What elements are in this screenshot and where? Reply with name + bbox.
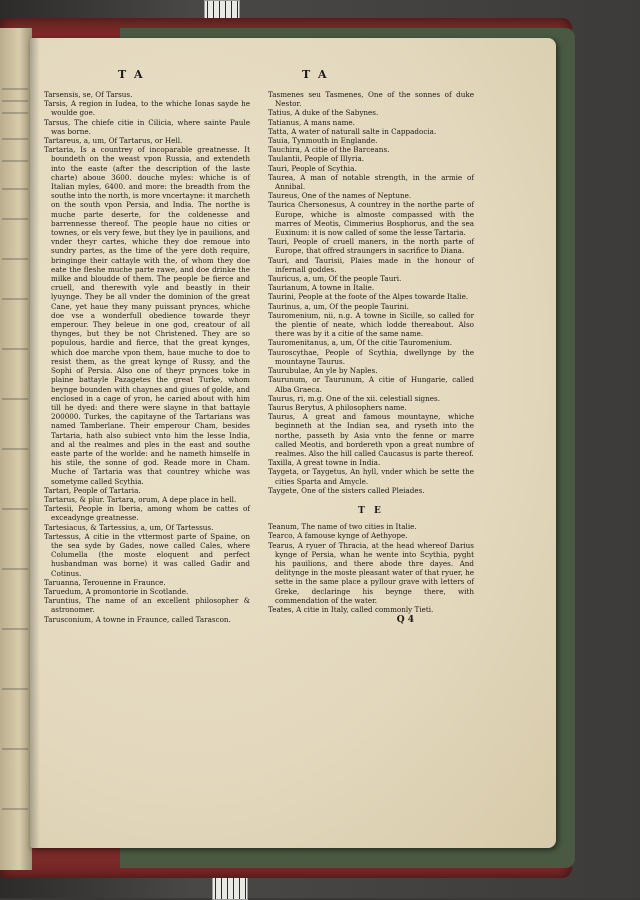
dictionary-entry: Tartesiacus, & Tartessius, a, um, Of Tartessus. (44, 522, 214, 532)
dictionary-entry: Tatius, A duke of the Sabynes. (268, 108, 379, 118)
dictionary-entry: Taurus, ri, m.g. One of the xii. celestiall signes. (268, 393, 440, 403)
dictionary-entry: Taurunum, or Taurunum, A citie of Hungarie, called Alba Graeca. (268, 375, 474, 394)
dictionary-entry: Tartesii, People in Iberia, among whom be cattes of exceadynge greatnesse. (44, 504, 250, 523)
running-head-right: T A (302, 68, 329, 81)
dictionary-entry: Tartarus, & plur. Tartara, orum, A depe place in hell. (44, 494, 237, 504)
dictionary-entry: Taurinus, a, um, Of the people Taurini. (268, 301, 409, 311)
section-subhead: T E (358, 505, 384, 516)
dictionary-entry: Tatta, A water of naturall salte in Cappadocia. (268, 126, 437, 136)
dictionary-entry: Taygete, One of the sisters called Pleiades. (268, 485, 425, 495)
dictionary-entry: Taurus Berytus, A philosophers name. (268, 402, 407, 412)
dictionary-entry: Taurini, People at the foote of the Alpes towarde Italie. (268, 292, 469, 302)
dictionary-page (30, 38, 556, 848)
dictionary-entry: Taruanna, Terouenne in Fraunce. (44, 577, 166, 587)
dictionary-entry: Tarusconium, A towne in Fraunce, called Tarascon. (44, 614, 231, 624)
dictionary-entry: Taurica Chersonesus, A countrey in the northe parte of Europe, whiche is almoste compassed with the marres of Meotis, Cimmerius Bosphorus, and the sea Euxinum: it is now called of some the lesse Tartaria. (268, 200, 474, 238)
right-column-te-entries (268, 522, 474, 614)
dictionary-entry: Tartaria, Is a countrey of incoparable greatnesse. It boundeth on the weast vpon Russia, and extendeth into the easte (after the description of the laste charte) aboue 3600. douche myles: whiche is of Italian myles, 6400. and more: the breadth from the southe into the north, is more vncertayne: it marcheth on the south vpon Persia, and India. The northe is muche parte deserte, for the coldenesse and barrennesse thereof. The people haue no cities or townes, or els very fewe, but they lye in pauilions, and vnder theyr cartes, whiche they doe remoue into sundry partes, as the time of the yere doth require, bringinge their cattayle with the, of whom they doe eate the fleshe muche parte rawe, and doe drinke the milke and bloudde of them. The people be fierce and cruell, and therewith vyle and beastly in their lyuynge. They be all vnder the dominion of the great Cane, yet haue they many puissant prynces, whiche doe vse a wonderfull obedience towarde theyr emperour. They beleue in one god, creatour of all thynges, but they be not Christened. They are so populous, hardie and fierce, that the great kynges, which doe marche vpon them, haue muche to doe to resist them, as the great kynge of Russy, and the Sophi of Persia. Also one of theyr prynces toke in plaine battayle Pazagetes the great Turke, whom beynge bounden with chaynes and giues of golde, and enclosed in a cage of yron, he caried about with him till he dyed: and there were slayne in that battayle 200000. Turkes, the capitayne of the Tartarians was named Tamberlane. Their emperour Cham, besides Tartaria, hath also subiect vnto him the lesse India, and al the realmes and ples in the east and southe easte parte of the worlde: and he nameth himselfe in his stile, the sonne of god. Reade more in Cham. Muche of Tartaria was that countrey whiche was sometyme called Scythia. (44, 145, 250, 486)
dictionary-entry: Taruedum, A promontorie in Scotlande. (44, 586, 189, 596)
dictionary-entry: Taurianum, A towne in Italie. (268, 283, 375, 293)
dictionary-entry: Tarsis, A region in Iudea, to the whiche Ionas sayde he woulde goe. (44, 99, 250, 118)
dictionary-entry: Teanum, The name of two cities in Italie. (268, 522, 417, 532)
dictionary-entry: Tauchira, A citie of the Barceans. (268, 145, 390, 155)
dictionary-entry: Taruntius, The name of an excellent philosopher & astronomer. (44, 596, 250, 615)
page-signature: Q 4 (396, 615, 414, 626)
dictionary-entry: Tauri, People of cruell maners, in the north parte of Europe, that offred straungers in sacrifice to Diana. (268, 237, 474, 256)
dictionary-entry: Taygeta, or Taygetus, An hyll, vnder which be sette the cities Sparta and Amycle. (268, 467, 474, 486)
dictionary-entry: Taurea, A man of notable strength, in the armie of Annibal. (268, 172, 474, 192)
dictionary-entry: Tarsensis, se, Of Tarsus. (44, 90, 133, 99)
dictionary-entry: Taureus, One of the names of Neptune. (268, 191, 412, 201)
dictionary-entry: Taulantii, People of Illyria. (268, 154, 365, 164)
dictionary-entry: Taurubulae, An yle by Naples. (268, 366, 378, 376)
dictionary-entry: Tauricus, a, um, Of the people Tauri. (268, 274, 402, 284)
dictionary-entry: Tartareus, a, um, Of Tartarus, or Hell. (44, 136, 183, 146)
dictionary-entry: Tartessus, A citie in the vttermost parte of Spaine, on the sea syde by Gades, nowe called Cales, where Columella (the moste eloquent and perfect husbandman was borne) it was called Gadir and Cotinus. (44, 531, 250, 578)
dictionary-entry: Tarsus, The chiefe citie in Cilicia, where sainte Paule was borne. (44, 117, 250, 136)
dictionary-entry: Tauia, Tynmouth in Englande. (268, 136, 378, 146)
dictionary-entry: Tearco, A famouse kynge of Aethyope. (268, 531, 408, 541)
dictionary-entry: Tasmenes seu Tasmenes, One of the sonnes of duke Nestor. (268, 90, 474, 109)
dictionary-entry: Taxilla, A great towne in India. (268, 458, 381, 468)
right-column-ta-entries (268, 90, 474, 495)
left-column (44, 90, 250, 624)
dictionary-entry: Teates, A citie in Italy, called commonly Tieti. (268, 604, 434, 614)
dictionary-entry: Tauromenitanus, a, um, Of the citie Tauromenium. (268, 338, 453, 348)
dictionary-entry: Taurus, A great and famous mountayne, whiche beginneth at the Indian sea, and ryseth into the northe, passeth by Asia vnto the fenne or marre called Meotis, and bordereth vpon a great numbre of realmes. Also the hill called Caucasus is parte thereof. (268, 412, 474, 458)
dictionary-entry: Tauri, People of Scythia. (268, 163, 357, 173)
running-head-left: T A (118, 68, 145, 81)
dictionary-entry: Tauromenium, nii, n.g. A towne in Sicille, so called for the plentie of neate, which lodde thereabout. Also there was by it a citie of the same name. (268, 310, 474, 339)
dictionary-entry: Tartari, People of Tartaria. (44, 485, 141, 495)
right-column (268, 90, 474, 625)
gutter-shadow (30, 38, 40, 848)
dictionary-entry: Tatianus, A mans name. (268, 117, 355, 127)
dictionary-entry: Tearus, A ryuer of Thracia, at the head whereof Darius kynge of Persia, whan he wente into Scythia, pyght his pauilions, and there abode thre dayes. And delitynge in the moste pleasant water of that ryuer, he sette in the same place a pyllour grave with letters of Greke, declaringe his beynge there, with commendation of the water. (268, 540, 474, 605)
dictionary-entry: Tauri, and Taurisii, Plaies made in the honour of infernall goddes. (268, 255, 474, 274)
dictionary-entry: Tauroscythae, People of Scythia, dwellynge by the mountayne Taurus. (268, 347, 474, 366)
facing-page-edge (0, 28, 32, 870)
